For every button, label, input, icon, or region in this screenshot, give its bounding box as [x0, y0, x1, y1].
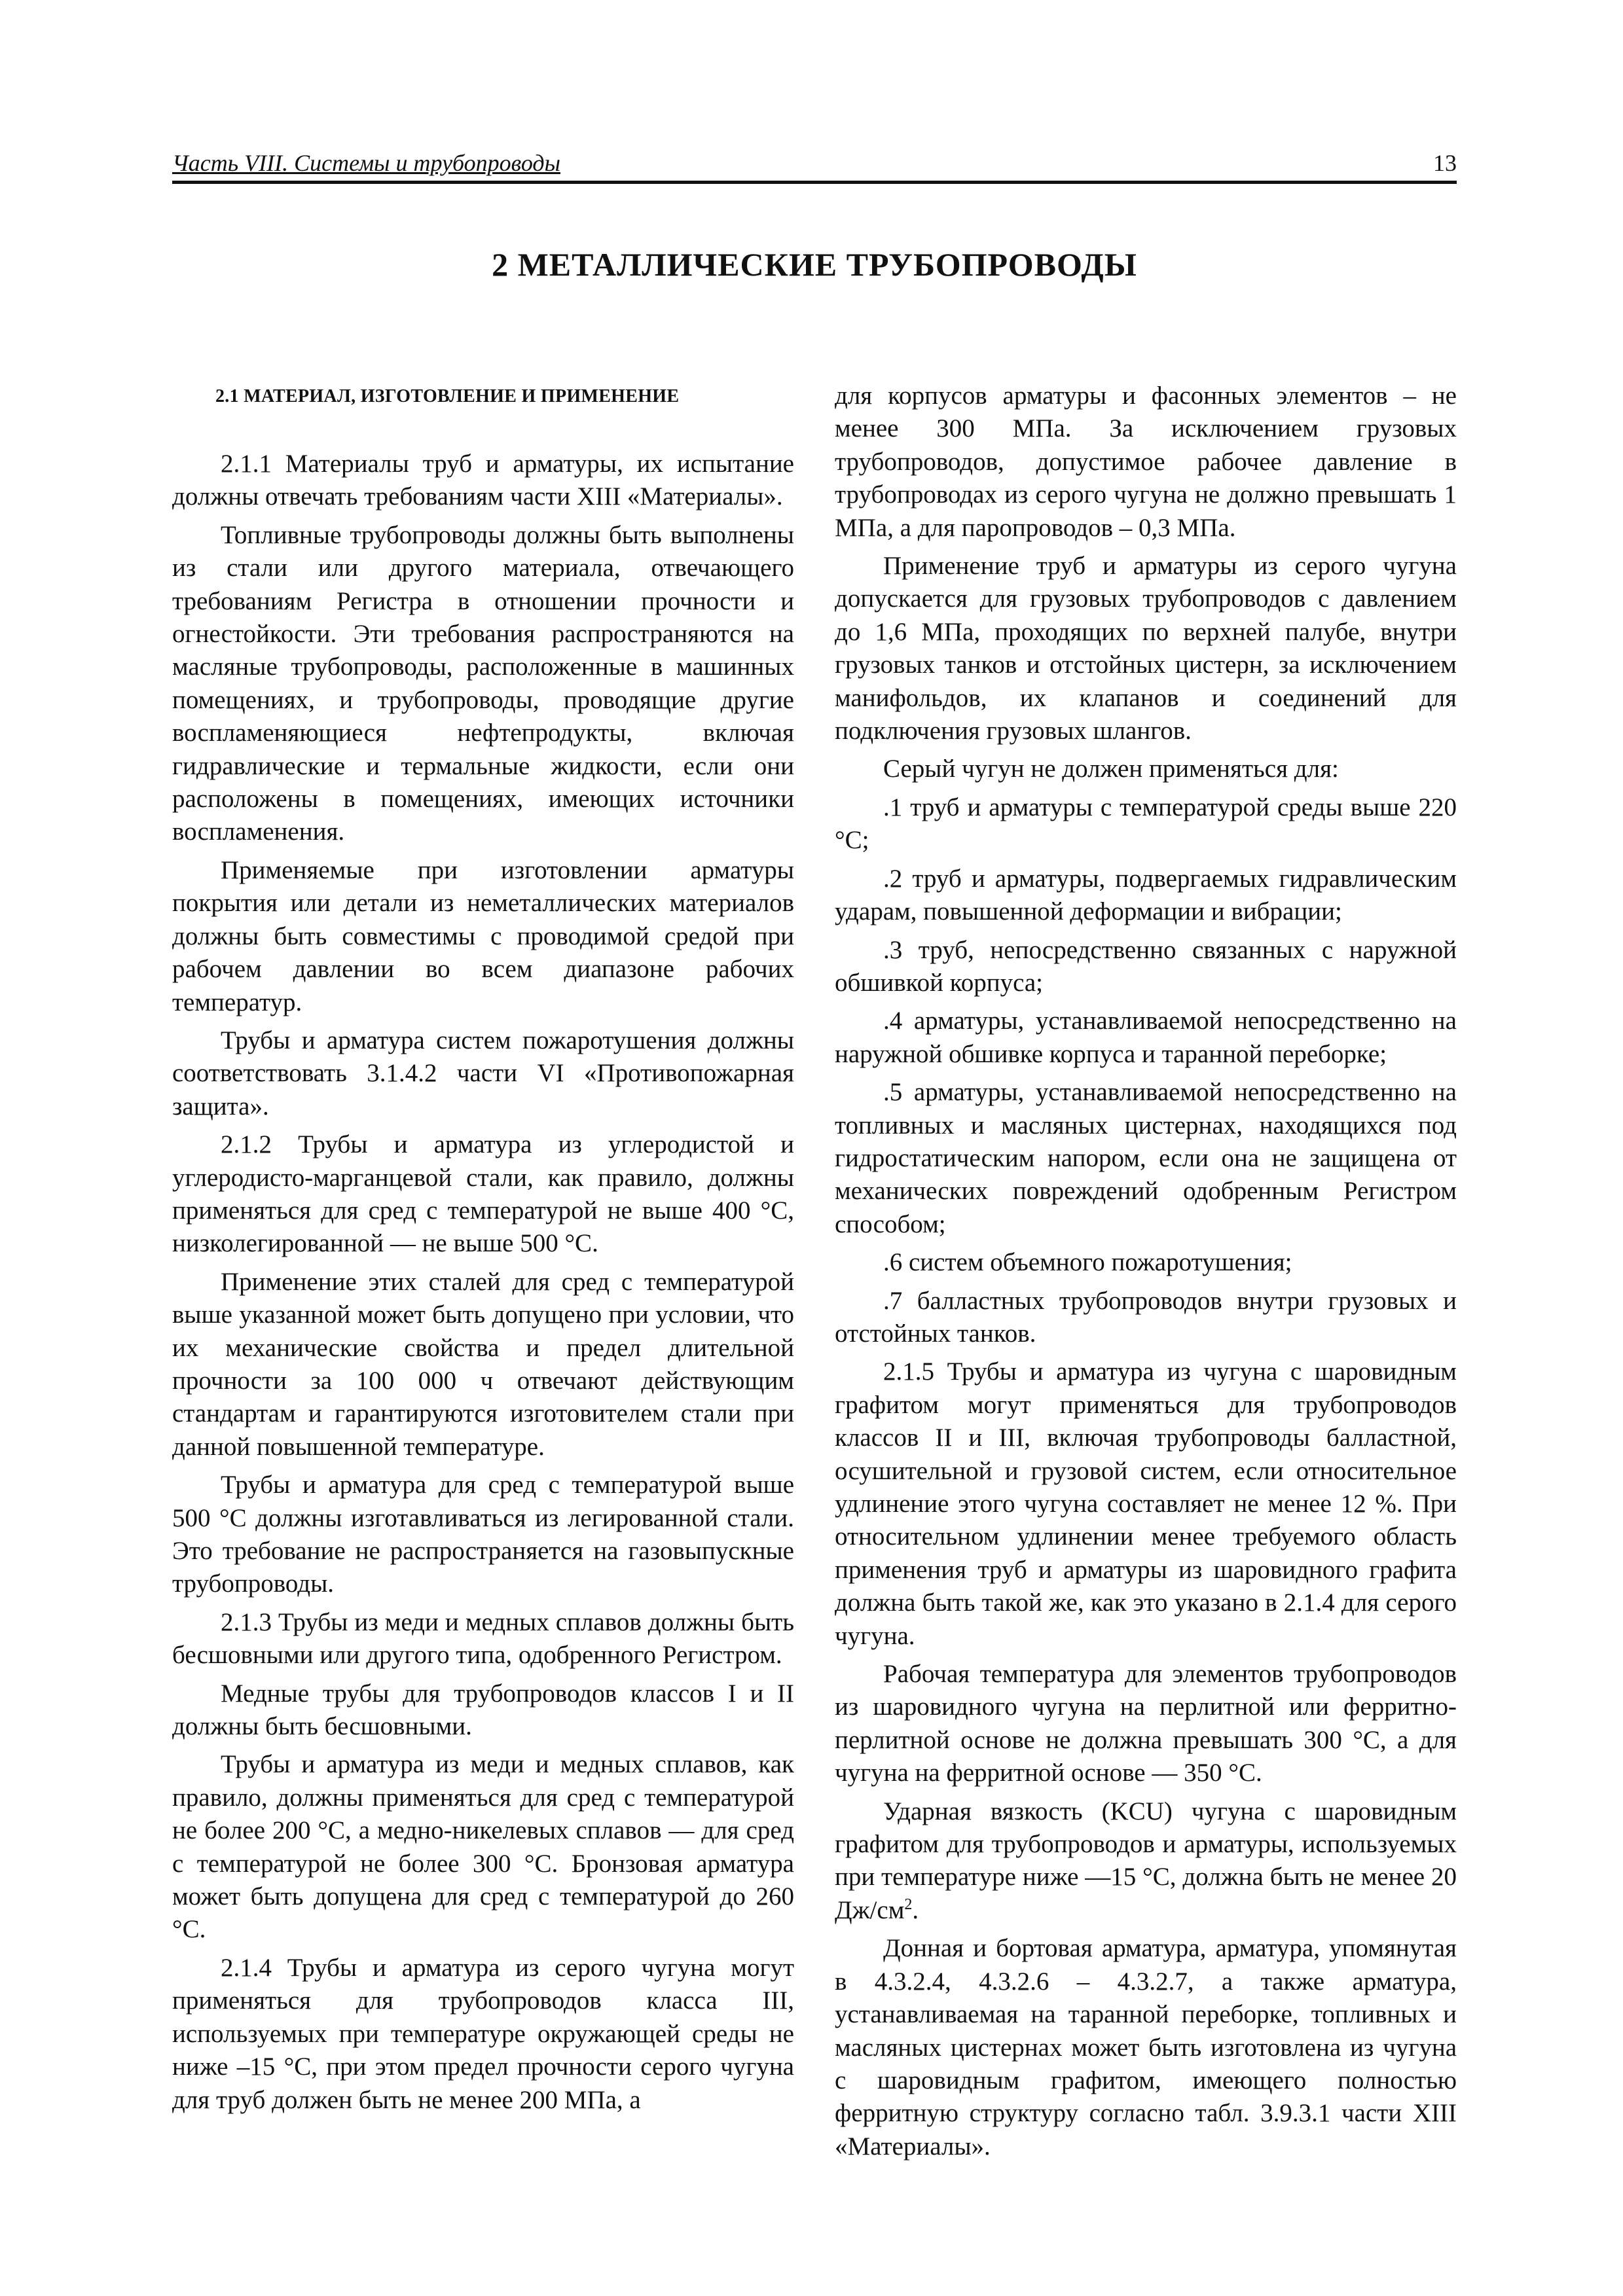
paragraph: Применяемые при изготовлении арматуры покрытия или детали из неметаллических материалов должны быть совместимы с проводимой средой при рабочем давлении во всем диапазоне рабочих температур.: [172, 855, 794, 1016]
list-item: .2 труб и арматуры, подвергаемых гидравлическим ударам, повышенной деформации и вибрации;: [835, 864, 1457, 926]
paragraph: Медные трубы для трубопроводов классов I и II должны быть бесшовными.: [172, 1679, 794, 1741]
running-header: [172, 139, 1457, 184]
paragraph: Серый чугун не должен применяться для:: [883, 755, 1339, 783]
list-item: .6 систем объемного пожаротушения;: [883, 1248, 1292, 1277]
page-number: 13: [1433, 150, 1457, 176]
paragraph: Применение труб и арматуры из серого чугуна допускается для грузовых трубопроводов с давлением до 1,6 МПа, проходящих по верхней палубе, внутри грузовых танков и отстойных цистерн, за исключением манифольдов, их клапанов и соединений для подключения грузовых шлангов.: [835, 552, 1457, 745]
running-title: Часть VIII. Системы и трубопроводы: [172, 150, 560, 176]
paragraph: 2.1.4 Трубы и арматура из серого чугуна могут применяться для трубопроводов класса III, используемых при температуре окружающей среды не ниже –15 °С, при этом предел прочности серого чугуна для труб должен быть не менее 200 МПа, а: [172, 1953, 794, 2114]
paragraph: Рабочая температура для элементов трубопроводов из шаровидного чугуна на перлитной или ферритно-перлитной основе не должна превышать 300 °С, а для чугуна на ферритной основе — 350 °С.: [835, 1660, 1457, 1787]
impact-text: Ударная вязкость (KCU) чугуна с шаровидным графитом для трубопроводов и арматуры, используемых при температуре ниже —15 °С, должна быть не менее 20 Дж/см: [835, 1797, 1457, 1924]
impact-paragraph: [835, 1795, 1457, 1928]
list-item: .4 арматуры, устанавливаемой непосредственно на наружной обшивке корпуса и таранной переборке;: [835, 1007, 1457, 1068]
paragraph-continuation: для корпусов арматуры и фасонных элементов – не менее 300 МПа. За исключением грузовых трубопроводов, допустимое рабочее давление в трубопроводах из серого чугуна не должно превышать 1 МПа, а для паропроводов – 0,3 МПа.: [835, 382, 1457, 542]
paragraph: 2.1.3 Трубы из меди и медных сплавов должны быть бесшовными или другого типа, одобренного Регистром.: [172, 1607, 794, 1670]
paragraph: 2.1.5 Трубы и арматура из чугуна с шаровидным графитом могут применяться для трубопроводов классов II и III, включая трубопроводы балластной, осушительной и грузовой систем, если относительное удлинение этого чугуна составляет не менее 12 %. При относительном удлинении менее требуемого область применения труб и арматуры из шаровидного графита должна быть такой же, как это указано в 2.1.4 для серого чугуна.: [835, 1357, 1457, 1650]
impact-tail: .: [912, 1895, 919, 1924]
paragraph: 2.1.1 Материалы труб и арматуры, их испытание должны отвечать требованиям части XIII «Материалы».: [172, 450, 794, 511]
paragraph: Трубы и арматура для сред с температурой выше 500 °С должны изготавливаться из легированной стали. Это требование не распространяется на газовыпускные трубопроводы.: [172, 1471, 794, 1598]
unit-superscript: 2: [904, 1895, 913, 1913]
list-item: .1 труб и арматуры с температурой среды выше 220 °С;: [835, 793, 1457, 855]
section-heading: 2.1 МАТЕРИАЛ, ИЗГОТОВЛЕНИЕ И ПРИМЕНЕНИЕ: [215, 386, 680, 406]
paragraph: Применение этих сталей для сред с температурой выше указанной может быть допущено при условии, что их механические свойства и предел длительной прочности за 100 000 ч отвечают действующим стандартам и гарантируются изготовителем стали при данной повышенной температуре.: [172, 1267, 794, 1461]
paragraph: Донная и бортовая арматура, арматура, упомянутая в 4.3.2.4, 4.3.2.6 – 4.3.2.7, а также арматура, устанавливаемая на таранной переборке, топливных и масляных цистернах может быть изготовлена из чугуна с шаровидным графитом, имеющего полностью ферритную структуру согласно табл. 3.9.3.1 части XIII «Материалы».: [835, 1934, 1457, 2161]
paragraph: Трубы и арматура из меди и медных сплавов, как правило, должны применяться для сред с температурой не более 200 °С, а медно-никелевых сплавов — для сред с температурой не более 300 °С. Бронзовая арматура может быть допущена для сред с температурой до 260 °С.: [172, 1750, 794, 1944]
chapter-title: 2 МЕТАЛЛИЧЕСКИЕ ТРУБОПРОВОДЫ: [492, 246, 1137, 283]
paragraph: Топливные трубопроводы должны быть выполнены из стали или другого материала, отвечающего требованиям Регистра в отношении прочности и огнестойкости. Эти требования распространяются на масляные трубопроводы, расположенные в машинных помещениях, и трубопроводы, проводящие другие воспламеняющиеся нефтепродукты, включая гидравлические и термальные жидкости, если они расположены в помещениях, имеющих источники воспламенения.: [172, 520, 794, 846]
list-item: .7 балластных трубопроводов внутри грузовых и отстойных танков.: [835, 1286, 1457, 1348]
left-column: [172, 380, 794, 2122]
list-item: .5 арматуры, устанавливаемой непосредственно на топливных и масляных цистернах, находящихся под гидростатическим напором, если она не защищена от механических повреждений одобренным Регистром способом;: [835, 1078, 1457, 1238]
paragraph: Трубы и арматура систем пожаротушения должны соответствовать 3.1.4.2 части VI «Противопожарная защита».: [172, 1026, 794, 1121]
right-column: [835, 380, 1457, 2168]
paragraph: 2.1.2 Трубы и арматура из углеродистой и углеродисто-марганцевой стали, как правило, должны применяться для сред с температурой не выше 400 °С, низколегированной — не выше 500 °С.: [172, 1130, 794, 1258]
list-item: .3 труб, непосредственно связанных с наружной обшивкой корпуса;: [835, 935, 1457, 997]
